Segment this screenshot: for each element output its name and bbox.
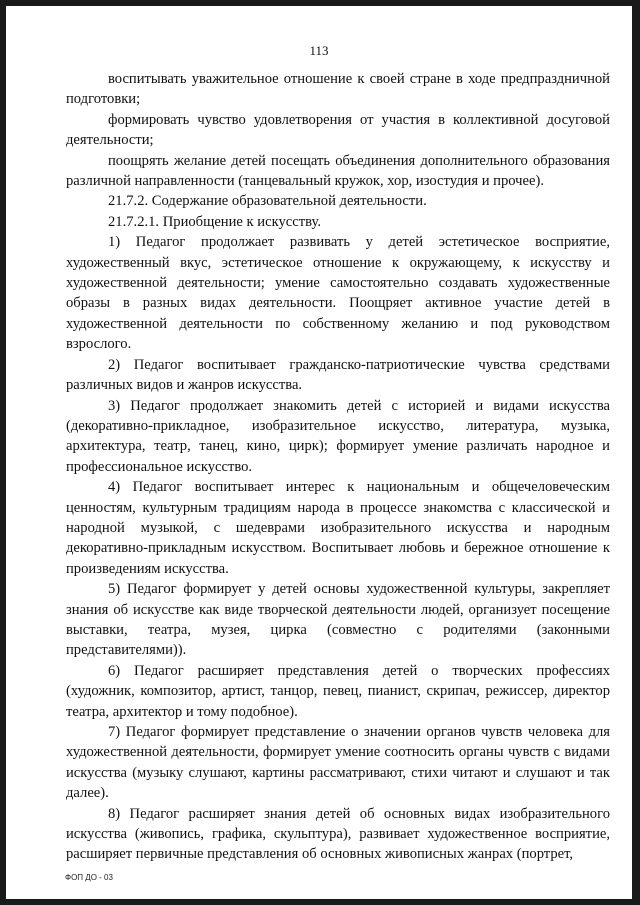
document-page — [6, 6, 632, 899]
list-item: 4) Педагог воспитывает интерес к национальным и общечеловеческим ценностям, культурным традициям народа в процессе знакомства с классической и народной музыкой, с шедеврами изобразительного искусства и народным декоративно-прикладным искусством. Воспитывает любовь и бережное отношение к произведениям искусства. — [66, 479, 610, 577]
list-item: 7) Педагог формирует представление о значении органов чувств человека для художественной деятельности, формирует умение соотносить органы чувств с видами искусства (музыку слушают, картины рассматривают, стихи читают и слушают и так далее). — [66, 724, 610, 802]
list-item: 8) Педагог расширяет знания детей об основных видах изобразительного искусства (живопись, графика, скульптура), развивает художественное восприятие, расширяет первичные представления об основных живописных жанрах (портрет, — [66, 805, 610, 863]
page-body — [66, 69, 610, 865]
list-item: 1) Педагог продолжает развивать у детей эстетическое восприятие, художественный вкус, эстетическое отношение к окружающему, к искусству и художественной деятельности; умение самостоятельно создавать художественные образы в разных видах деятельности. Поощряет активное участие детей в художественной деятельности по собственному желанию и под руководством взрослого. — [66, 234, 610, 353]
paragraph: воспитывать уважительное отношение к своей стране в ходе предпраздничной подготовки; — [66, 71, 610, 108]
paragraph: формировать чувство удовлетворения от участия в коллективной досуговой деятельности; — [66, 111, 610, 149]
list-item: 3) Педагог продолжает знакомить детей с историей и видами искусства (декоративно-прикладное, изобразительное искусство, литература, музыка, архитектура, театр, танец, кино, цирк); формирует умение различать народное и профессиональное искусство. — [66, 397, 610, 475]
document-footer: ФОП ДО - 03 — [65, 873, 113, 882]
subsection-heading: 21.7.2.1. Приобщение к искусству. — [108, 213, 321, 230]
page-number: 113 — [309, 43, 329, 58]
paragraph: поощрять желание детей посещать объединения дополнительного образования различной направленности (танцевальный кружок, хор, изостудия и прочее). — [66, 152, 610, 190]
list-item: 5) Педагог формирует у детей основы художественной культуры, закрепляет знания об искусстве как виде творческой деятельности людей, организует посещение выставки, театра, музея, цирка (совместно с родителями (законными представителями)). — [66, 581, 610, 659]
section-heading: 21.7.2. Содержание образовательной деятельности. — [108, 193, 427, 210]
list-item: 2) Педагог воспитывает гражданско-патриотические чувства средствами различных видов и жанров искусства. — [66, 356, 610, 394]
list-item: 6) Педагог расширяет представления детей о творческих профессиях (художник, композитор, артист, танцор, певец, пианист, скрипач, режиссер, директор театра, архитектор и тому подобное). — [66, 662, 610, 720]
